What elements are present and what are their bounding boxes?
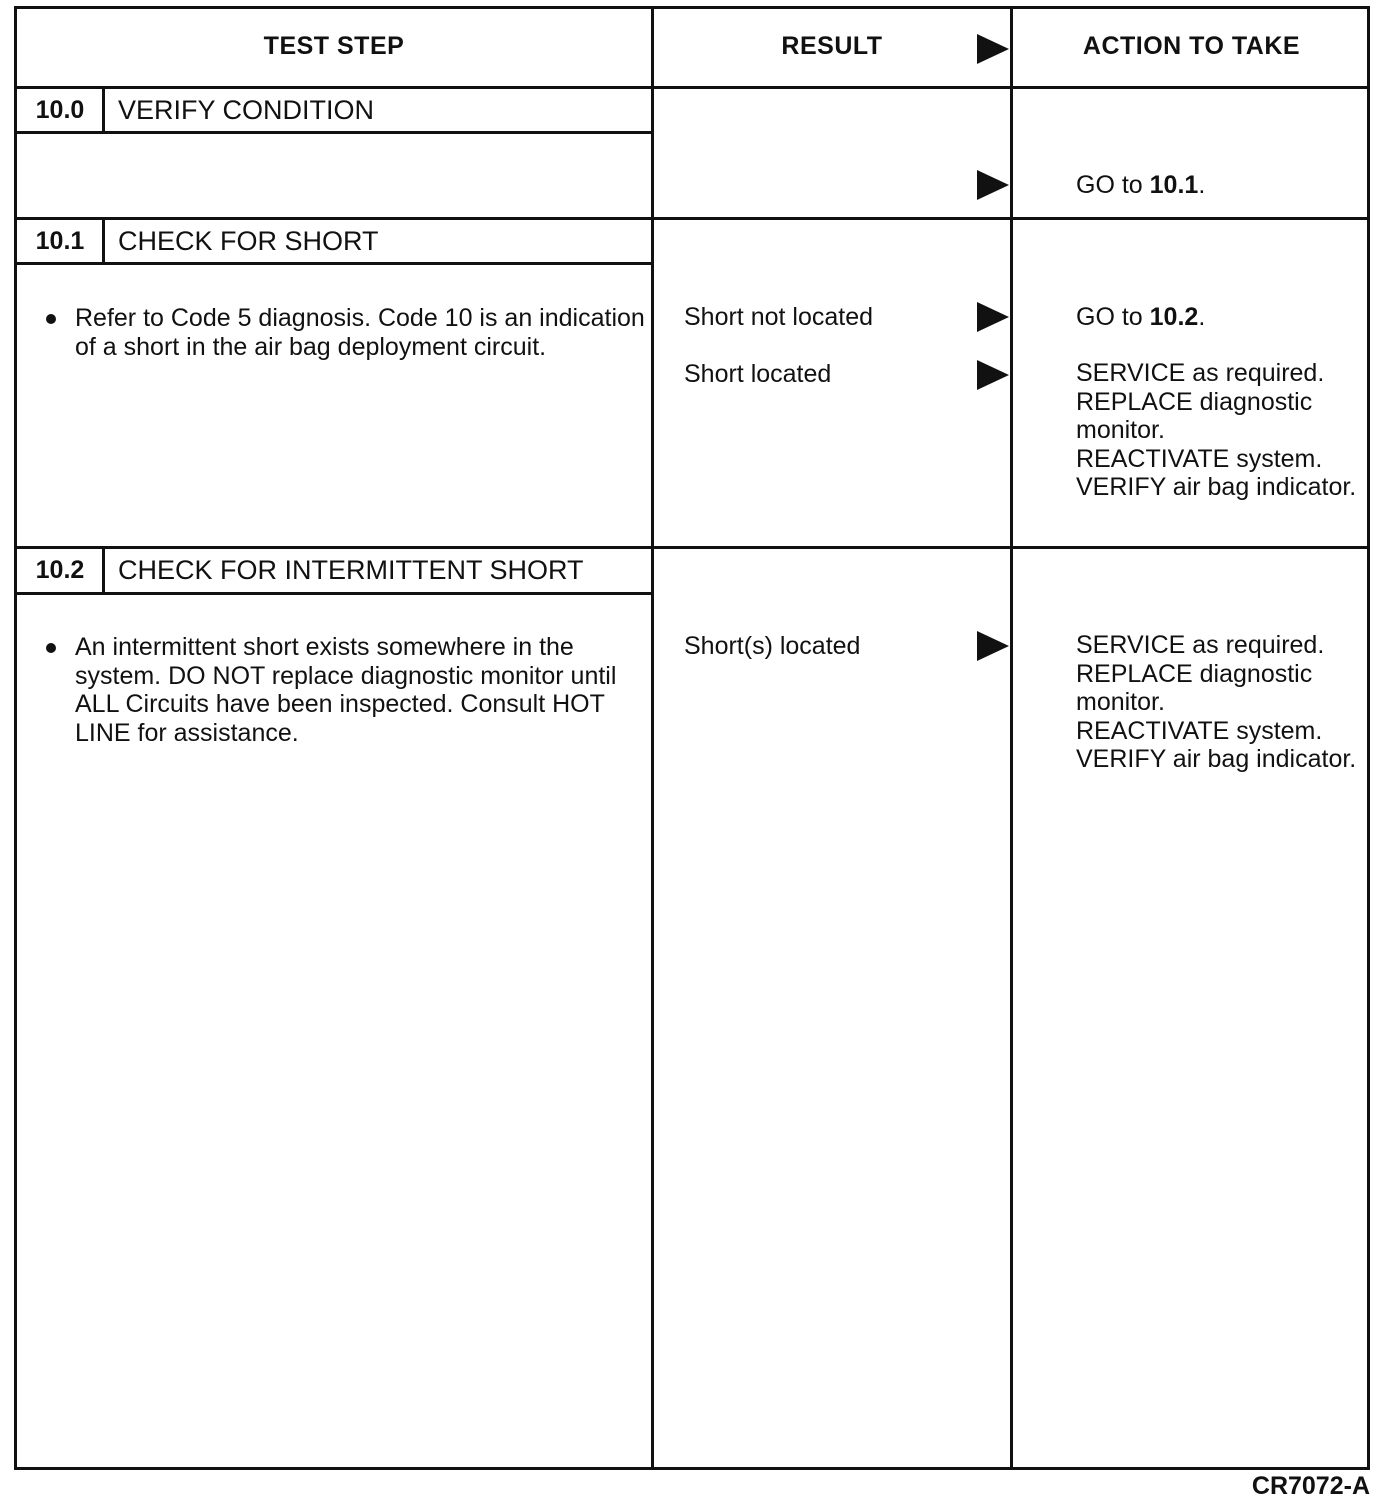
header-test-step: TEST STEP (263, 32, 405, 60)
action-line: REACTIVATE system. (1076, 716, 1323, 745)
bullet-icon (46, 643, 56, 653)
action-line: REPLACE diagnostic monitor. (1076, 387, 1313, 444)
step-reference: 10.2 (1149, 303, 1199, 331)
result-text: Short(s) located (684, 632, 861, 660)
column-divider-result (1010, 6, 1013, 1470)
action-text (1076, 631, 1366, 774)
step-number: 10.1 (35, 227, 85, 255)
figure-id: CR7072-A (1251, 1472, 1370, 1500)
column-divider-test-step (651, 6, 654, 1470)
step-title-underline (14, 262, 654, 265)
action-text: GO to 10.2. (1076, 303, 1206, 331)
action-line: VERIFY air bag indicator. (1076, 745, 1357, 773)
action-text: GO to 10.1. (1076, 171, 1206, 199)
result-arrow-icon (977, 302, 1009, 332)
step-number: 10.2 (35, 556, 85, 584)
step-reference: 10.1 (1149, 171, 1199, 199)
action-line: SERVICE as required. (1076, 631, 1325, 659)
header-action-to-take: ACTION TO TAKE (1082, 32, 1301, 60)
action-line: SERVICE as required. (1076, 359, 1325, 387)
step-title-underline (14, 131, 654, 134)
action-line: VERIFY air bag indicator. (1076, 473, 1357, 501)
result-arrow-icon (977, 631, 1009, 661)
result-text: Short not located (684, 303, 874, 331)
step-instruction: Refer to Code 5 diagnosis. Code 10 is an indication of a short in the air bag deployment circuit. (75, 304, 645, 361)
result-arrow-icon (977, 360, 1009, 390)
header-result: RESULT (781, 32, 883, 60)
step-number: 10.0 (35, 96, 85, 124)
step-title: VERIFY CONDITION (118, 95, 375, 125)
step-number-divider (102, 220, 105, 263)
action-line: REACTIVATE system. (1076, 444, 1323, 473)
step-number-divider (102, 89, 105, 132)
step-title-underline (14, 592, 654, 595)
step-instruction: An intermittent short exists somewhere in the system. DO NOT replace diagnostic monitor until ALL Circuits have been inspected. Consult HOT LINE for assistance. (75, 633, 617, 747)
step-title: CHECK FOR INTERMITTENT SHORT (118, 555, 584, 585)
bullet-icon (46, 314, 56, 324)
header-arrow-icon (977, 34, 1009, 64)
result-arrow-icon (977, 170, 1009, 200)
action-text (1076, 359, 1366, 502)
action-line: REPLACE diagnostic monitor. (1076, 659, 1313, 716)
step-number-divider (102, 549, 105, 592)
step-title: CHECK FOR SHORT (118, 226, 379, 256)
result-text: Short located (684, 360, 832, 388)
